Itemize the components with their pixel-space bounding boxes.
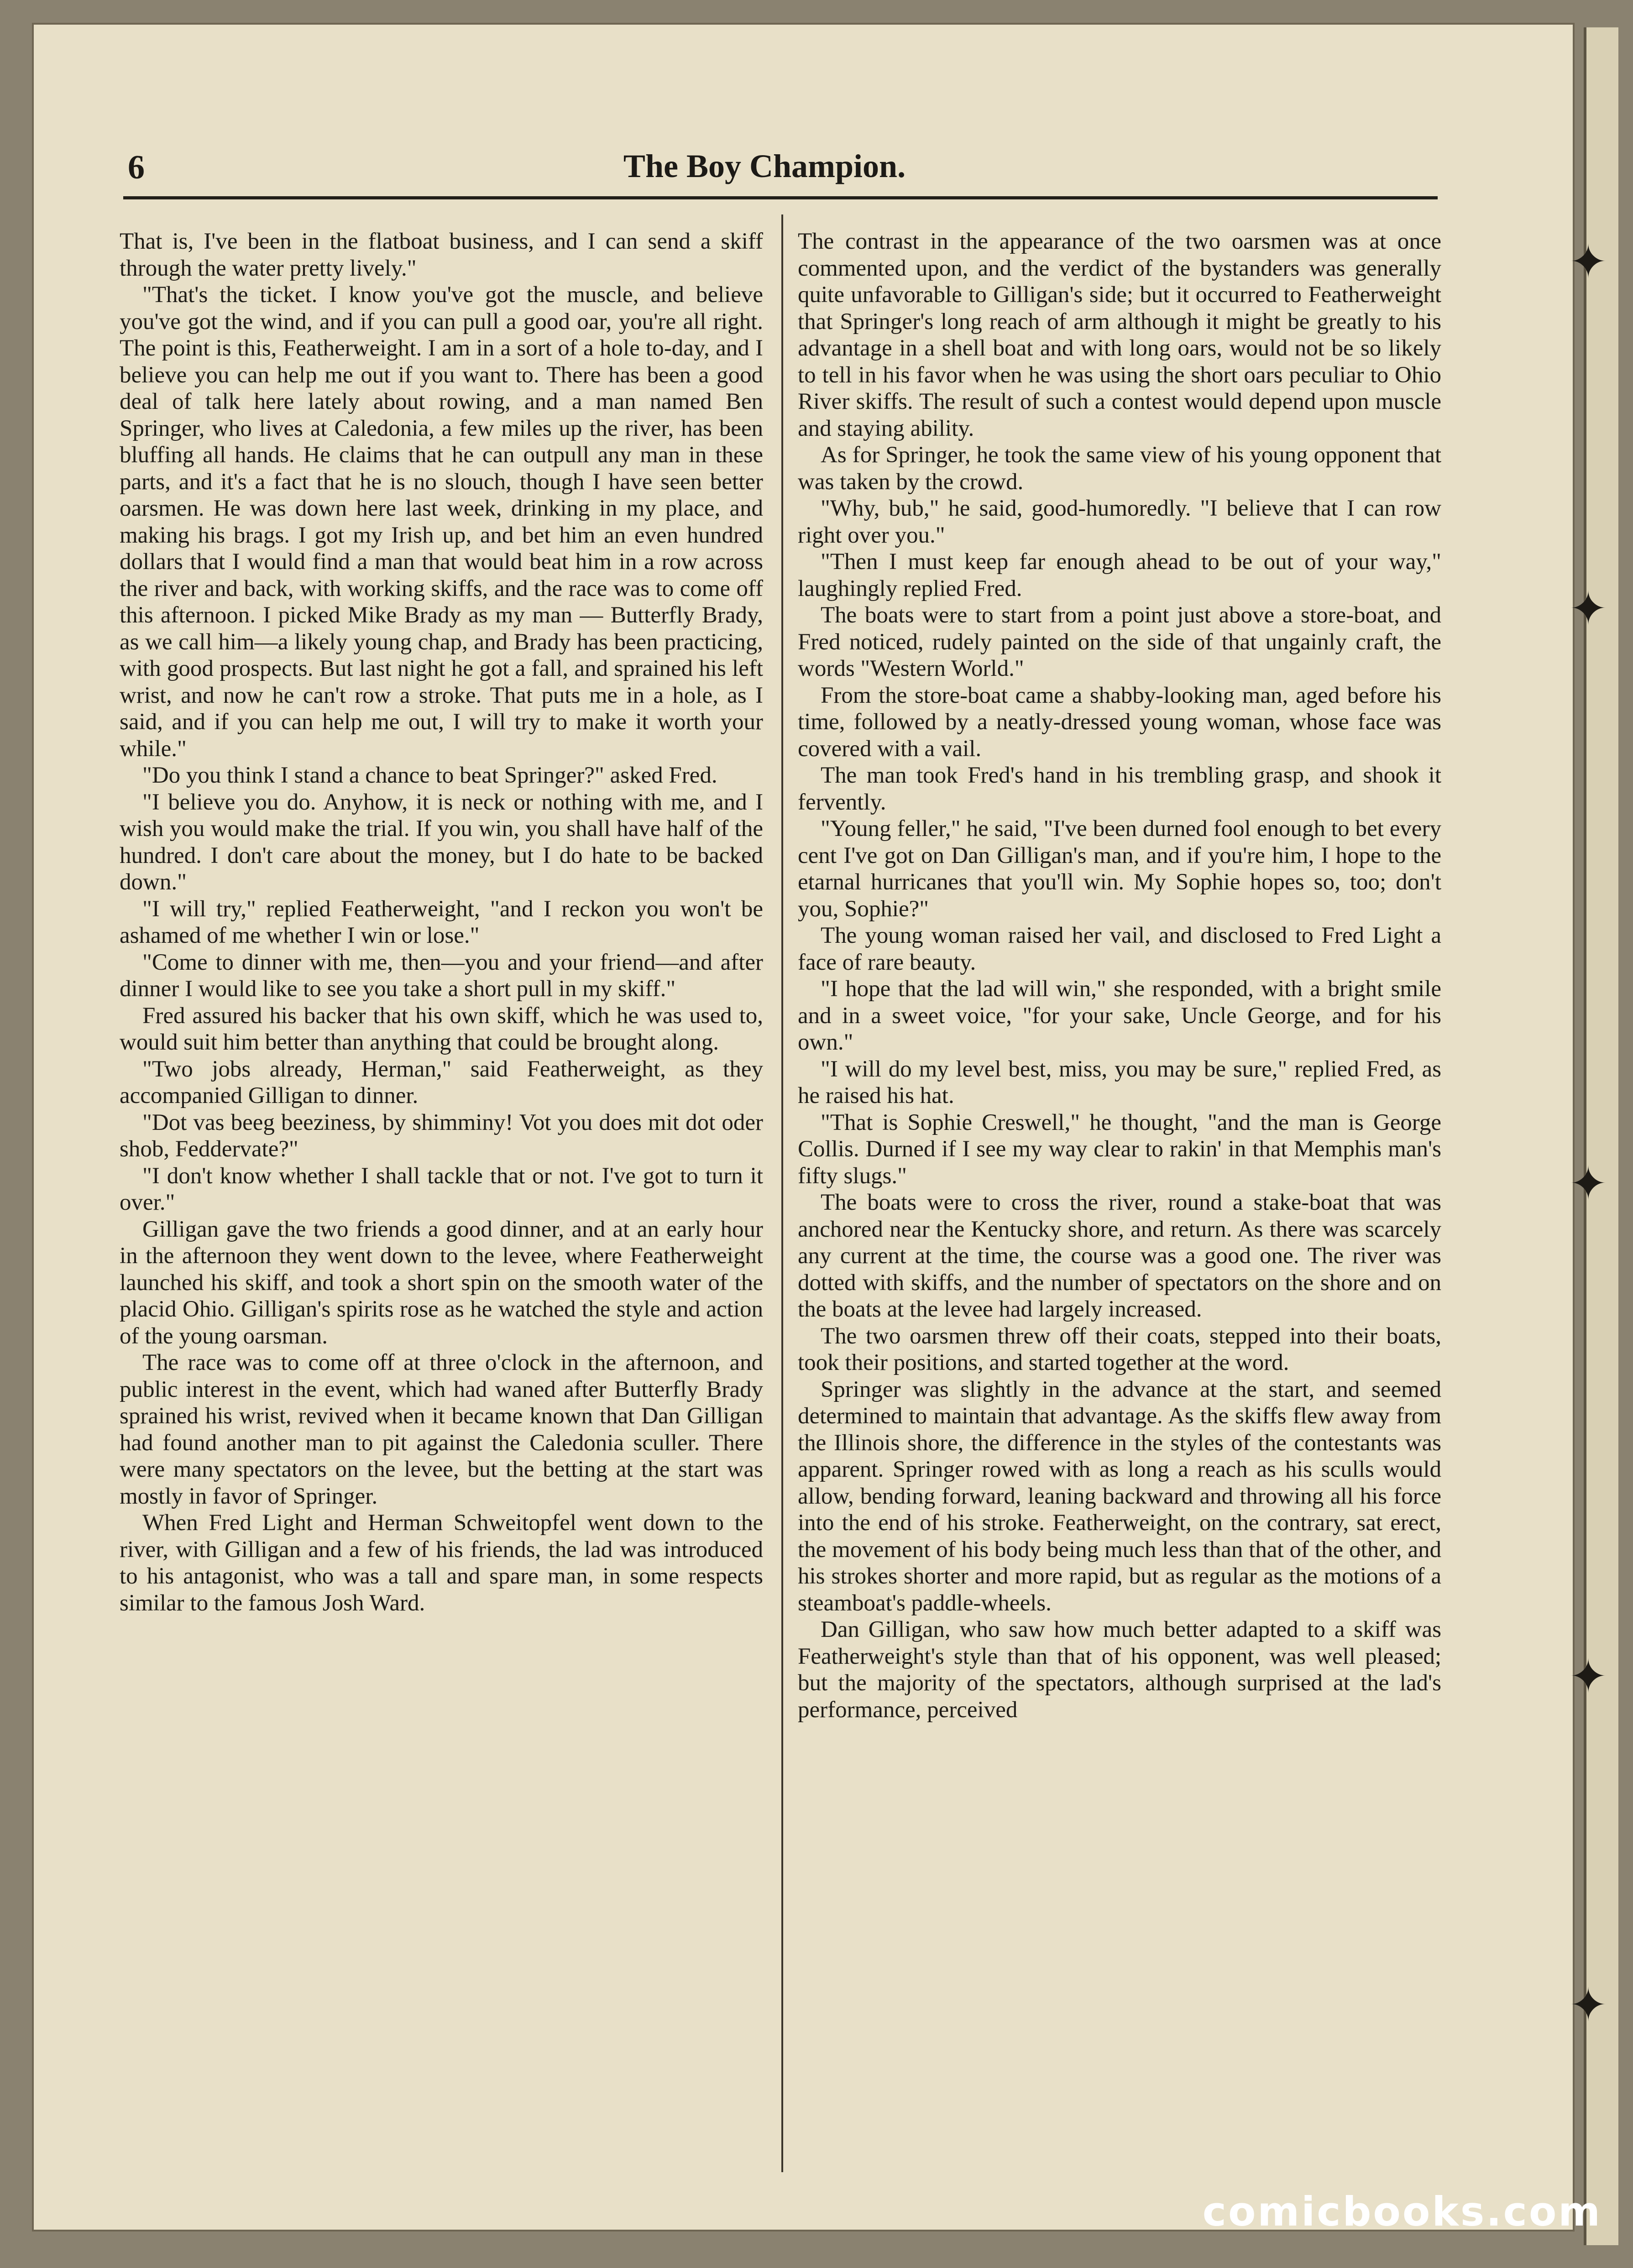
paragraph: The man took Fred's hand in his trembling grasp, and shook it fervently. bbox=[798, 763, 1441, 815]
paragraph: "Why, bub," he said, good-humoredly. "I believe that I can row right over you." bbox=[798, 496, 1441, 548]
right-text-column bbox=[798, 228, 1441, 2186]
page-number: 6 bbox=[128, 149, 145, 186]
left-text-column bbox=[120, 228, 763, 2186]
paragraph: "That is Sophie Creswell," he thought, "and the man is George Collis. Durned if I see my way clear to rakin' in that Memphis man's fifty slugs." bbox=[798, 1109, 1441, 1189]
column-divider bbox=[781, 214, 783, 2172]
paragraph: "I don't know whether I shall tackle that or not. I've got to turn it over." bbox=[120, 1163, 763, 1215]
paragraph: Gilligan gave the two friends a good dinner, and at an early hour in the afternoon they went down to the levee, where Featherweight launched his skiff, and took a short spin on the smooth water of the placid Ohio. Gilligan's spirits rose as he watched the style and action of the young oarsman. bbox=[120, 1216, 763, 1349]
paragraph: "Do you think I stand a chance to beat Springer?" asked Fred. bbox=[142, 763, 717, 788]
binding-staple-icon: ✦ bbox=[1569, 1980, 1607, 2031]
paragraph: The young woman raised her vail, and disclosed to Fred Light a face of rare beauty. bbox=[798, 923, 1441, 975]
paragraph: "Then I must keep far enough ahead to be out of your way," laughingly replied Fred. bbox=[798, 549, 1441, 601]
paragraph: The two oarsmen threw off their coats, stepped into their boats, took their positions, and started together at the word. bbox=[798, 1323, 1441, 1375]
paragraph: The boats were to cross the river, round a stake-boat that was anchored near the Kentucky shore, and return. As there was scarcely any current at the time, the course was a good one. The river was dotted with skiffs, and the number of spectators on the shore and on the boats at the levee had largely increased. bbox=[798, 1190, 1441, 1322]
paragraph: Fred assured his backer that his own skiff, which he was used to, would suit him better than anything that could be brought along. bbox=[120, 1003, 763, 1055]
binding-staple-icon: ✦ bbox=[1569, 237, 1607, 287]
paragraph: "Young feller," he said, "I've been durned fool enough to bet every cent I've got on Dan Gilligan's man, and if you're him, I hope to the etarnal hurricanes that you'll win. My Sophie hopes so, too; don't you, Sophie?" bbox=[798, 816, 1441, 922]
paragraph: From the store-boat came a shabby-looking man, aged before his time, followed by a neatly-dressed young woman, whose face was covered with a vail. bbox=[798, 682, 1441, 762]
running-title: The Boy Champion. bbox=[623, 148, 906, 184]
binding-staple-icon: ✦ bbox=[1569, 1159, 1607, 1209]
paragraph: The contrast in the appearance of the two oarsmen was at once commented upon, and the verdict of the bystanders was generally quite unfavorable to Gilligan's side; but it occurred to Featherweight that Springer's long reach of arm although it might be greatly to his advantage in a shell boat and with long oars, would not be so likely to tell in his favor when he was using the short oars peculiar to Ohio River skiffs. The result of such a contest would depend upon muscle and staying ability. bbox=[798, 229, 1441, 441]
paragraph: The race was to come off at three o'clock in the afternoon, and public interest in the event, which had waned after Butterfly Brady sprained his wrist, revived when it became known that Dan Gilligan had found another man to pit against the Caledonia sculler. There were many spectators on the levee, but the betting at the start was mostly in favor of Springer. bbox=[120, 1350, 763, 1509]
paragraph: "I will try," replied Featherweight, "and I reckon you won't be ashamed of me whether I win or lose." bbox=[120, 896, 763, 948]
watermark: comicbooks.com bbox=[1202, 2188, 1602, 2235]
paragraph: "I hope that the lad will win," she responded, with a bright smile and in a sweet voice, "for your sake, Uncle George, and for his own." bbox=[798, 976, 1441, 1055]
paragraph: "Dot vas beeg beeziness, by shimminy! Vot you does mit dot oder shob, Feddervate?" bbox=[120, 1109, 763, 1162]
header-rule bbox=[123, 196, 1438, 199]
binding-edge bbox=[1584, 27, 1618, 2245]
paragraph: "That's the ticket. I know you've got the muscle, and believe you've got the wind, and if you can pull a good oar, you're all right. The point is this, Featherweight. I am in a sort of a hole to-day, and I believe you can help me out if you want to. There has been a good deal of talk here lately about rowing, and a man named Ben Springer, who lives at Caledonia, a few miles up the river, has been bluffing all hands. He claims that he can outpull any man in these parts, and it's a fact that he is no slouch, though I have seen better oarsmen. He was down here last week, drinking in my place, and making his brags. I got my Irish up, and bet him an even hundred dollars that I would find a man that would beat him in a row across the river and back, with working skiffs, and the race was to come off this afternoon. I picked Mike Brady as my man — Butterfly Brady, as we call him—a likely young chap, and Brady has been practicing, with good prospects. But last night he got a fall, and sprained his left wrist, and now he can't row a stroke. That puts me in a hole, as I said, and if you can help me out, I will try to make it worth your while." bbox=[120, 282, 763, 762]
binding-staple-icon: ✦ bbox=[1569, 584, 1607, 634]
paragraph: "I believe you do. Anyhow, it is neck or nothing with me, and I wish you would make the trial. If you win, you shall have half of the hundred. I don't care about the money, but I do hate to be backed down." bbox=[120, 789, 763, 895]
paragraph: Springer was slightly in the advance at the start, and seemed determined to maintain that advantage. As the skiffs flew away from the Illinois shore, the difference in the styles of the contestants was apparent. Springer rowed with as long a reach as his sculls would allow, bending forward, leaning backward and throwing all his force into the end of his stroke. Featherweight, on the contrary, sat erect, the movement of his body being much less than that of the other, and his strokes shorter and more rapid, but as regular as the motions of a steamboat's paddle-wheels. bbox=[798, 1376, 1441, 1616]
paragraph: The boats were to start from a point just above a store-boat, and Fred noticed, rudely painted on the side of that ungainly craft, the words "Western World." bbox=[798, 602, 1441, 681]
binding-staple-icon: ✦ bbox=[1569, 1651, 1607, 1702]
running-header bbox=[91, 139, 1438, 199]
paragraph: That is, I've been in the flatboat business, and I can send a skiff through the water pretty lively." bbox=[120, 229, 763, 281]
paragraph: "Two jobs already, Herman," said Featherweight, as they accompanied Gilligan to dinner. bbox=[120, 1056, 763, 1108]
paragraph: "I will do my level best, miss, you may be sure," replied Fred, as he raised his hat. bbox=[798, 1056, 1441, 1108]
paragraph: "Come to dinner with me, then—you and your friend—and after dinner I would like to see you take a short pull in my skiff." bbox=[120, 949, 763, 1002]
paragraph: Dan Gilligan, who saw how much better adapted to a skiff was Featherweight's style than that of his opponent, was well pleased; but the majority of the spectators, although surprised at the lad's performance, perceived bbox=[798, 1617, 1441, 1723]
paragraph: As for Springer, he took the same view of his young opponent that was taken by the crowd. bbox=[798, 442, 1441, 495]
paragraph: When Fred Light and Herman Schweitopfel went down to the river, with Gilligan and a few of his friends, the lad was introduced to his antagonist, who was a tall and spare man, in some respects similar to the famous Josh Ward. bbox=[120, 1510, 763, 1616]
